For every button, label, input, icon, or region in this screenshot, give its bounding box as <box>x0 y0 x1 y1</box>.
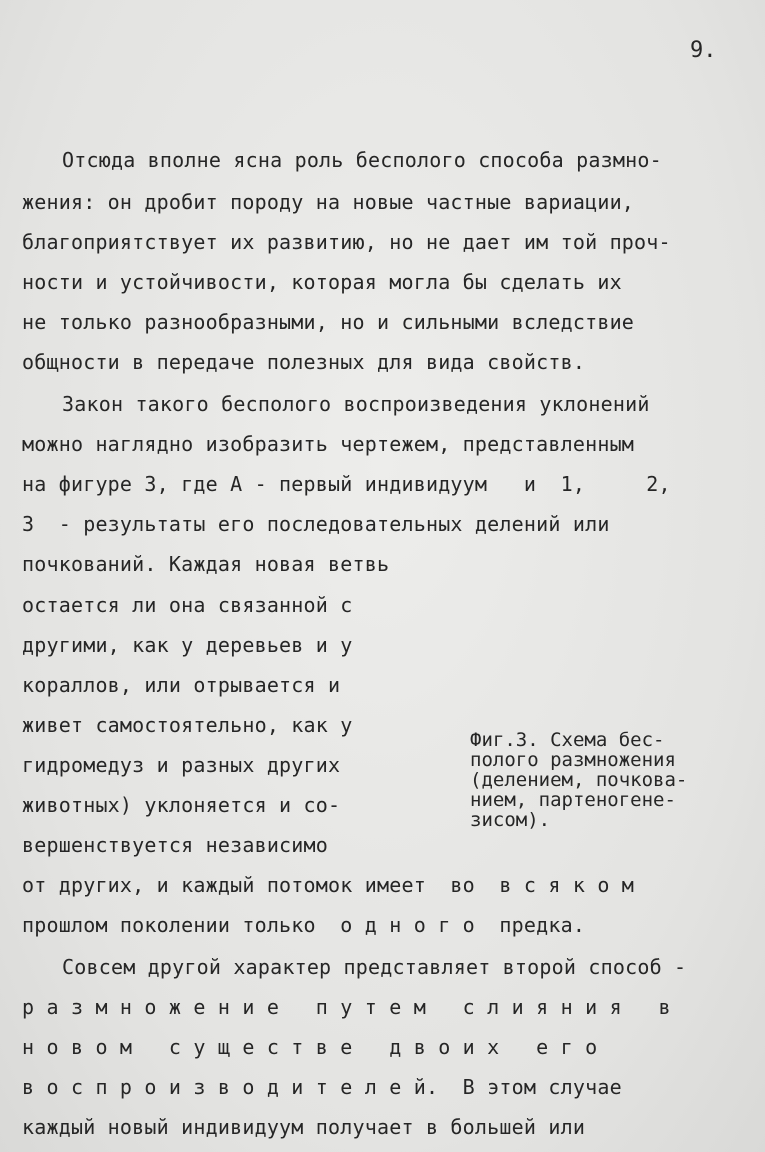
text-line: можно наглядно изобразить чертежем, представленным <box>22 432 635 456</box>
text-line: не только разнообразными, но и сильными вследствие <box>22 310 635 334</box>
text-line: ности и устойчивости, которая могла бы сделать их <box>22 270 622 294</box>
text-line: 3 - результаты его последовательных делений или <box>22 512 610 536</box>
text-line: от других, и каждый потомок имеет во в с я к о м <box>22 873 635 897</box>
text-line: Отсюда вполне ясна роль бесполого способа размно- <box>62 148 662 172</box>
text-line: живет самостоятельно, как у <box>22 713 353 737</box>
text-line: прошлом поколении только о д н о г о предка. <box>22 913 586 937</box>
text-line: животных) уклоняется и со- <box>22 793 341 817</box>
figure-caption: Фиг.3. Схема бес- полого размножения (делением, почкова- нием, партеногене- зисом). <box>470 729 688 831</box>
text-line: вершенствуется независимо <box>22 833 329 857</box>
text-line: другими, как у деревьев и у <box>22 633 353 657</box>
text-line: Совсем другой характер представляет второй способ - <box>62 955 687 979</box>
text-line: Закон такого бесполого воспроизведения уклонений <box>62 392 650 416</box>
text-line: жения: он дробит породу на новые частные вариации, <box>22 190 635 214</box>
text-line: гидромедуз и разных других <box>22 753 341 777</box>
text-line: благоприятствует их развитию, но не дает им той проч- <box>22 230 671 254</box>
text-line: н о в о м с у щ е с т в е д в о и х е г о <box>22 1035 598 1059</box>
text-line: каждый новый индивидуум получает в большей или <box>22 1115 586 1139</box>
text-line: в о с п р о и з в о д и т е л е й. В этом случае <box>22 1075 622 1099</box>
page-number: 9. <box>690 38 717 63</box>
text-line: на фигуре 3, где A - первый индивидуум и 1, 2, <box>22 472 671 496</box>
text-line: почкований. Каждая новая ветвь <box>22 552 390 576</box>
text-line: р а з м н о ж е н и е п у т е м с л и я н и я в <box>22 995 671 1019</box>
text-line: кораллов, или отрывается и <box>22 673 341 697</box>
text-line: остается ли она связанной с <box>22 593 353 617</box>
text-line: общности в передаче полезных для вида свойств. <box>22 350 586 374</box>
